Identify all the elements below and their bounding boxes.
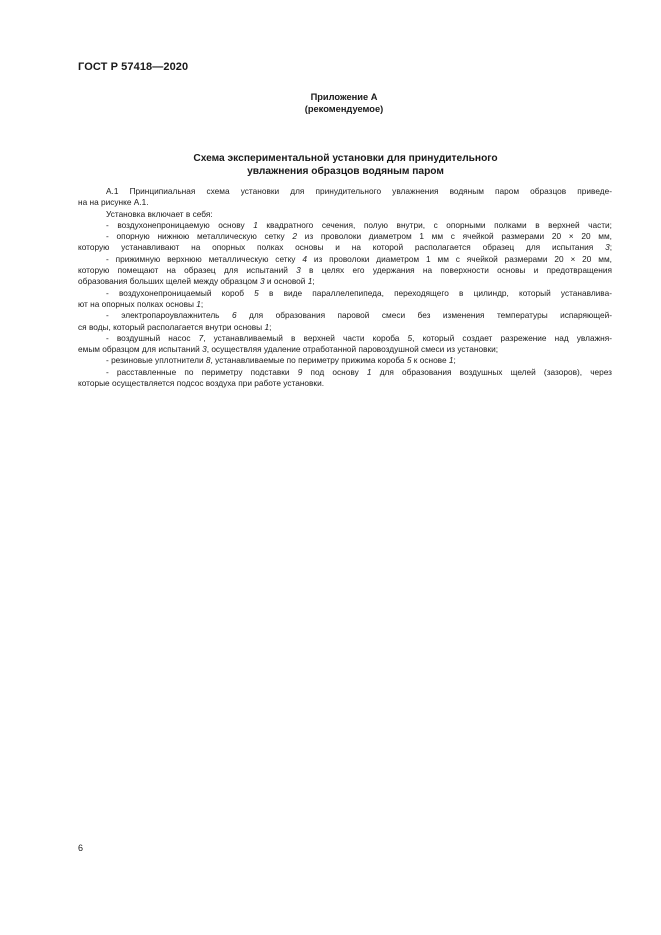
list-item: - электропароувлажнитель 6 для образования паровой смеси без изменения температуры испаряющей- xyxy=(106,310,612,321)
component-number: 3 xyxy=(260,276,265,287)
annex-status: (рекомендуемое) xyxy=(304,104,384,114)
page-number: 6 xyxy=(78,843,84,853)
component-number: 5 xyxy=(254,287,259,298)
component-number: 4 xyxy=(302,253,307,264)
list-item: - резиновые уплотнители 8, устанавливаемые по периметру прижима короба 5 к основе 1; xyxy=(106,355,456,366)
annex-title: Приложение А xyxy=(310,92,378,102)
component-number: 1 xyxy=(448,355,454,366)
list-item: - расставленные по периметру подставки 9 под основу 1 для образования воздушных щелей (зазоров), через xyxy=(106,366,612,377)
text-line: А.1 Принципиальная схема установки для принудительного увлажнения водяным паром образцов приведе- xyxy=(106,186,612,196)
component-number: 5 xyxy=(406,355,412,366)
text-line: которую устанавливают на опорных полках основы и на которой располагается образец для испытания 3; xyxy=(78,242,612,253)
section-title-line-1: Схема экспериментальной установки для принудительного xyxy=(193,153,498,164)
component-number: 1 xyxy=(196,298,201,309)
list-item: - воздухонепроницаемую основу 1 квадратного сечения, полую внутри, с опорными полками в верхней части; xyxy=(106,219,612,230)
component-number: 8 xyxy=(205,355,211,366)
text-line: емым образцом для испытаний 3, осуществляя удаление отработанной паровоздушной смеси из установки; xyxy=(78,344,499,355)
component-number: 1 xyxy=(264,321,270,332)
text-line: на на рисунке А.1. xyxy=(78,197,149,208)
component-number: 1 xyxy=(253,219,258,230)
list-item: - опорную нижнюю металлическую сетку 2 из проволоки диаметром 1 мм с ячейкой размерами 20 × 20 мм, xyxy=(106,231,612,242)
list-item: - воздушный насос 7, устанавливаемый в верхней части короба 5, который создает разрежение над увлажня- xyxy=(106,332,612,343)
list-item: - воздухонепроницаемый короб 5 в виде параллелепипеда, переходящего в цилиндр, который устанавлива- xyxy=(106,287,612,298)
component-number: 3 xyxy=(605,242,610,253)
component-number: 5 xyxy=(407,332,413,343)
text-line: которую помещают на образец для испытаний 3 в целях его удержания на поверхности основы и предотвращения xyxy=(78,265,612,276)
section-title-line-2: увлажнения образцов водяным паром xyxy=(247,165,444,177)
annex-heading xyxy=(0,91,661,115)
component-number: 7 xyxy=(198,332,204,343)
component-number: 2 xyxy=(292,231,297,242)
component-number: 3 xyxy=(202,344,207,355)
component-number: 6 xyxy=(231,310,237,321)
list-item: - прижимную верхнюю металлическую сетку 4 из проволоки диаметром 1 мм с ячейкой размерами 20 × 20 мм, xyxy=(106,253,612,264)
component-number: 3 xyxy=(296,265,301,276)
text-line: ют на опорных полках основы 1; xyxy=(78,298,204,309)
section-title xyxy=(0,153,661,178)
text-line: ся воды, который располагается внутри основы 1; xyxy=(78,321,272,332)
text-line: образования больших щелей между образцом 3 и основой 1; xyxy=(78,276,315,287)
component-number: 1 xyxy=(366,366,372,377)
text-line: Установка включает в себя: xyxy=(106,208,213,219)
document-code: ГОСТ Р 57418—2020 xyxy=(78,61,189,73)
text-line: которые осуществляется подсос воздуха при работе установки. xyxy=(78,378,325,389)
annex-body-text xyxy=(78,186,612,389)
component-number: 9 xyxy=(297,366,303,377)
component-number: 1 xyxy=(307,276,313,287)
